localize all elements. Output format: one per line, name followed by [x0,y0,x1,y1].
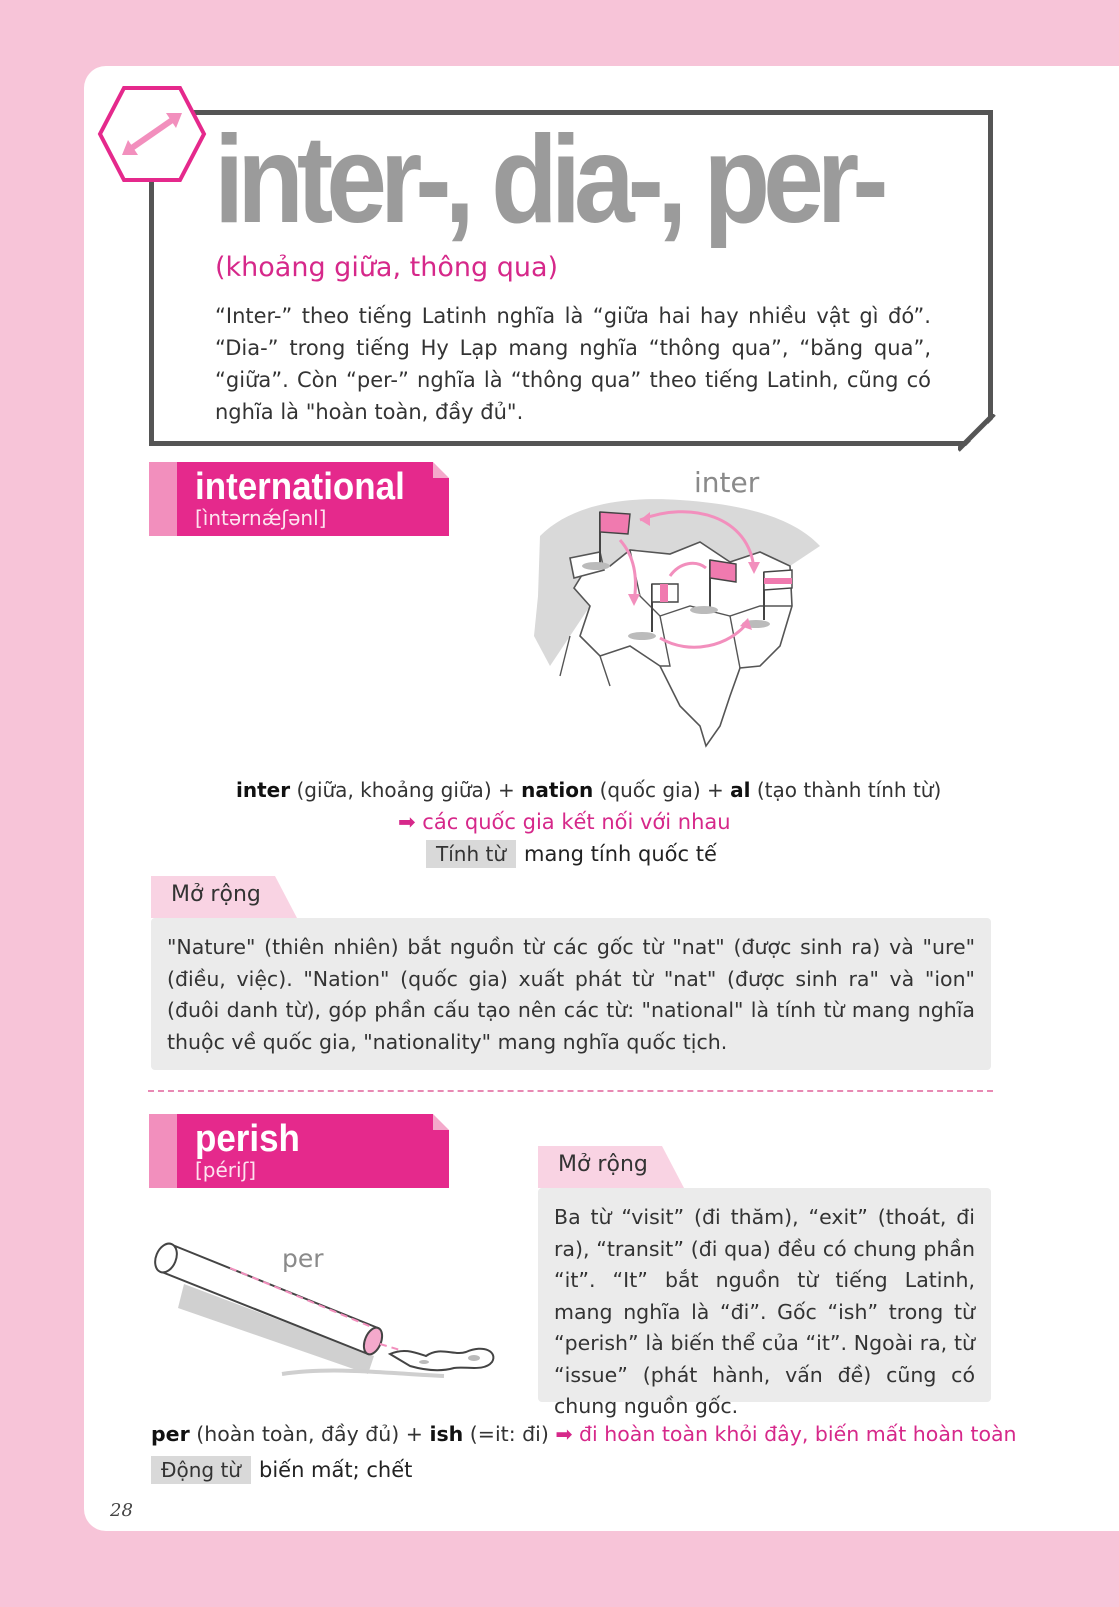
intro-paragraph: “Inter-” theo tiếng Latinh nghĩa là “giữa hai hay nhiều vật gì đó”. “Dia-” trong tiếng Hy Lạp mang nghĩa “thông qua”, “băng qua”, “giữa”. Còn “per-” nghĩa là “thông qua” theo tiếng Latinh, cũng có nghĩa là "hoàn toàn, đầy đủ". [215,304,931,424]
word-perish: perish [195,1118,300,1160]
phonetic-international: [ìntərnǽʃənl] [195,506,327,530]
page-title: inter-, dia-, per- [214,111,882,249]
result-international: ➡ các quốc gia kết nối với nhau [398,810,731,834]
extension-box-1: "Nature" (thiên nhiên) bắt nguồn từ các gốc từ "nat" (được sinh ra) và "ure" (điều, việc). "Nation" (quốc gia) xuất phát từ "nat" (được sinh ra" và "ion" (đuôi danh từ), góp phần cấu tạo nên các từ: "national" là tính từ mang nghĩa thuộc về quốc gia, "nationality" mang nghĩa quốc tịch. [151,918,991,1070]
result-perish: đi hoàn toàn khỏi đây, biến mất hoàn toàn [579,1422,1017,1446]
illustration-label-inter: inter [694,466,760,499]
pos-tag-perish: Động từ [151,1456,251,1484]
page-subtitle: (khoảng giữa, thông qua) [215,252,559,283]
word-banner-perish [149,1114,449,1188]
formula-perish: per (hoàn toàn, đầy đủ) + ish (=it: đi) ➡ đi hoàn toàn khỏi đây, biến mất hoàn toàn [151,1422,1017,1446]
pos-tag-international: Tính từ [426,840,516,868]
extension-tab-1: Mở rộng [151,876,275,918]
arrow-right-icon: ➡ [555,1422,580,1446]
map-illustration [530,496,840,758]
arrow-right-icon: ➡ [398,810,423,834]
illustration-label-per: per [282,1244,324,1273]
word-international: international [195,466,405,508]
extension-box-2: Ba từ “visit” (đi thăm), “exit” (thoát, đi ra), “transit” (đi qua) đều có chung phần “it”. “It” bắt nguồn từ tiếng Latinh, mang nghĩa là “đi”. Gốc “ish” trong từ “perish” là biến thể của “it”. Ngoài ra, từ “issue” (phát hành, vấn đề) cũng có chung nguồn gốc. [538,1188,991,1402]
double-arrow-icon [96,84,208,184]
pipe-illustration [154,1228,510,1378]
extension-tab-2: Mở rộng [538,1146,662,1188]
header-corner-fold [958,414,998,454]
meaning-perish: Động từ biến mất; chết [151,1456,412,1484]
formula-international: inter (giữa, khoảng giữa) + nation (quốc gia) + al (tạo thành tính từ) [236,778,942,802]
section-divider [148,1090,993,1092]
word-banner-international [149,462,449,536]
meaning-international: Tính từ mang tính quốc tế [426,840,717,868]
page-number: 28 [110,1500,133,1521]
phonetic-perish: [périʃ] [195,1158,257,1182]
